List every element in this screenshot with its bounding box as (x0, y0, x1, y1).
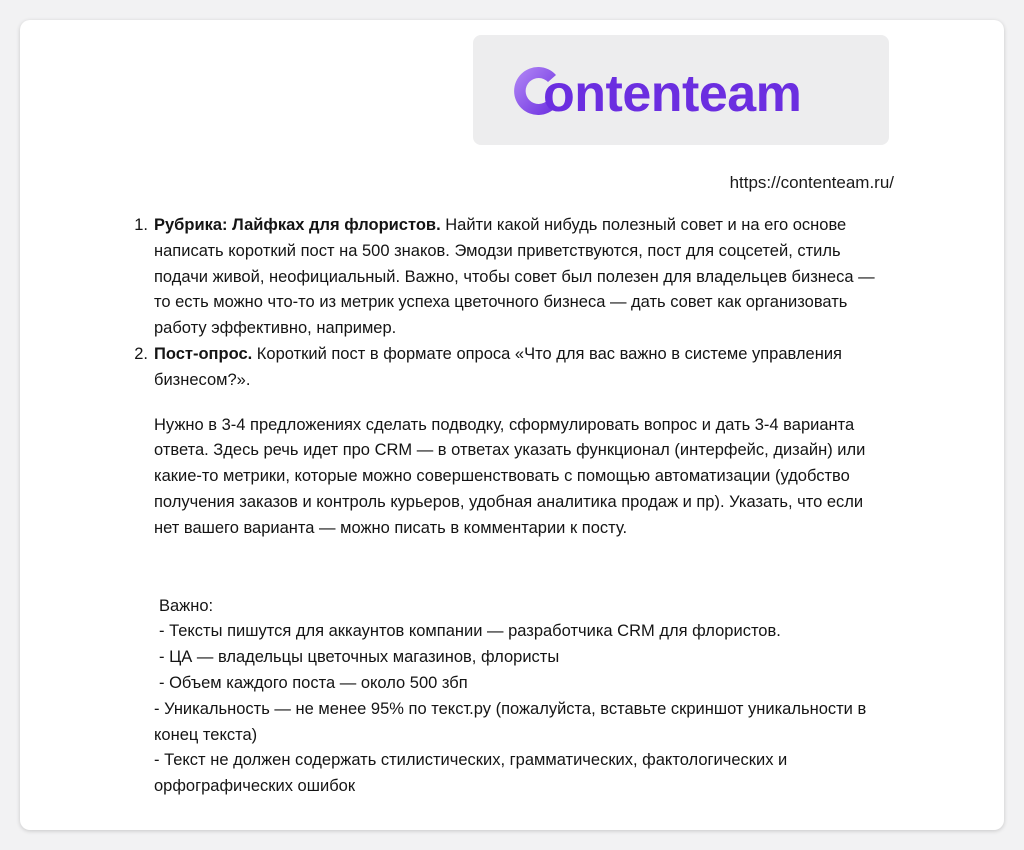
note-line: - Уникальность — не менее 95% по текст.ру (пожалуйста, вставьте скриншот уникальности в конец текста) (154, 699, 867, 744)
list-item (120, 213, 880, 342)
list-number: 1. (134, 216, 148, 234)
logo-banner (473, 35, 889, 145)
important-notes (120, 594, 880, 800)
list-number: 2. (134, 344, 148, 363)
note-line: - Тексты пишутся для аккаунтов компании — разработчика CRM для флористов. (159, 622, 781, 641)
list-item-title: Пост-опрос. (154, 344, 253, 363)
task-content (120, 213, 880, 800)
note-line: - Текст не должен содержать стилистических, грамматических, фактологических и орфографических ошибок (154, 751, 788, 796)
list-item-text: Короткий пост в формате опроса «Что для вас важно в системе управления бизнесом?». (154, 344, 842, 389)
instruction-paragraph: Нужно в 3-4 предложениях сделать подводку, сформулировать вопрос и дать 3-4 варианта ответа. Здесь речь идет про CRM — в ответах указать функционал (интерфейс, дизайн) или какие-то метрики, которые можно совершенствовать с помощью автоматизации (удобство получения заказов и контроль курьеров, удобная аналитика продаж и пр). Указать, что если нет вашего варианта — можно писать в комментарии к посту. (154, 415, 866, 537)
note-line: - Объем каждого поста — около 500 збп (159, 673, 468, 692)
list-item-text: Найти какой нибудь полезный совет и на его основе написать короткий пост на 500 знаков. Эмодзи приветствуются, пост для соцсетей, стиль подачи живой, неофициальный. Важно, чтобы совет был полезен для владельцев бизнеса — то есть можно что-то из метрик успеха цветочного бизнеса — дать совет как организовать работу эффективно, например. (154, 216, 875, 338)
document-card (20, 20, 1004, 830)
site-url[interactable]: https://contenteam.ru/ (729, 173, 894, 192)
note-line: - ЦА — владельцы цветочных магазинов, флористы (159, 648, 560, 667)
notes-heading: Важно: (159, 596, 214, 615)
list-item (120, 342, 880, 394)
list-item-title: Рубрика: Лайфках для флористов. (154, 216, 441, 234)
logo-wordmark: ontenteam (543, 65, 802, 123)
